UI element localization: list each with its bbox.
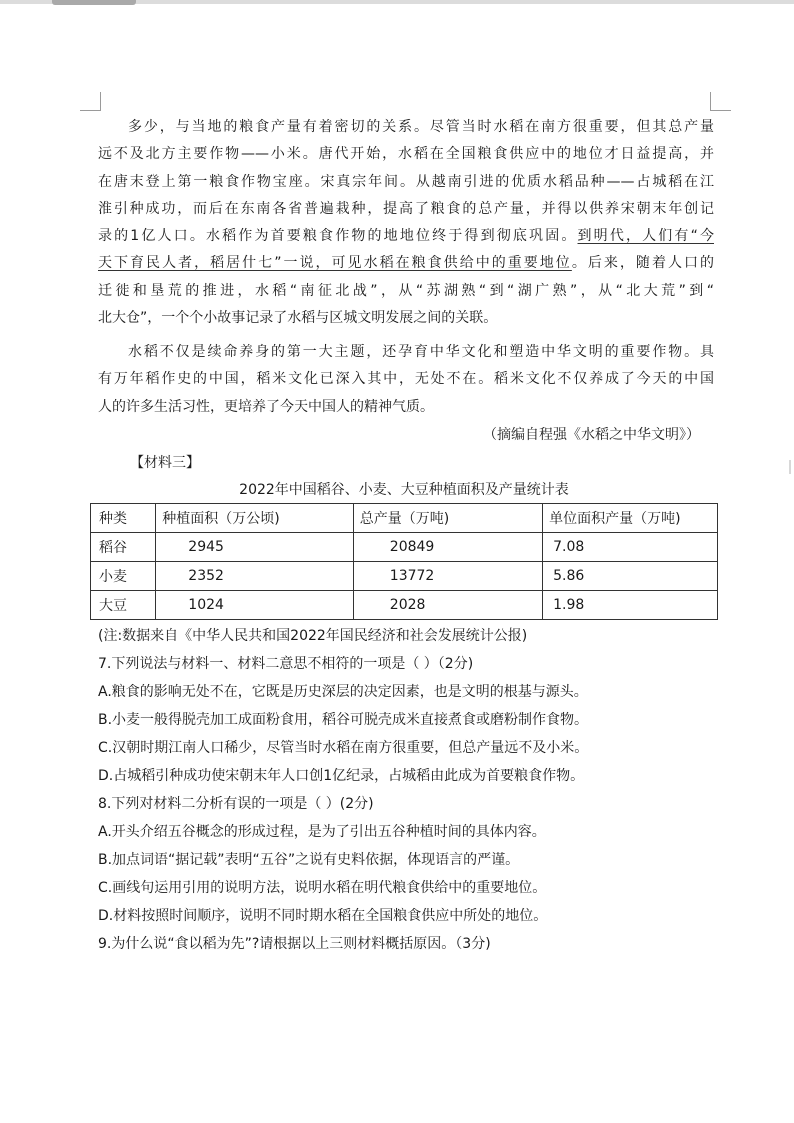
column-header: 总产量（万吨) bbox=[353, 504, 542, 533]
table-cell: 小麦 bbox=[91, 562, 156, 591]
question-8-option-d: D.材料按照时间顺序，说明不同时期水稻在全国粮食供应中所处的地位。 bbox=[98, 908, 548, 924]
passage-paragraph-1 bbox=[98, 114, 714, 332]
passage-line: 在唐末登上第一粮食作物宝座。宋真宗年间。从越南引进的优质水稻品种——占城稻在江 bbox=[98, 173, 714, 190]
passage-line: 人的许多生活习性，更培养了今天中国人的精神气质。 bbox=[98, 398, 434, 415]
question-8-option-b: B.加点词语“据记载”表明“五谷”之说有史料依据，体现语言的严谨。 bbox=[98, 852, 520, 868]
table-cell: 5.86 bbox=[543, 562, 718, 591]
question-9-stem: 9.为什么说“食以稻为先”?请根据以上三则材料概括原因。（3分) bbox=[98, 936, 491, 952]
passage-text: 。后来，随着人口的 bbox=[571, 255, 714, 272]
question-7-option-c: C.汉朝时期江南人口稀少，尽管当时水稻在南方很重要，但总产量远不及小米。 bbox=[98, 740, 589, 756]
page-edge-marker bbox=[789, 460, 791, 474]
table-title: 2022年中国稻谷、小麦、大豆种植面积及产量统计表 bbox=[239, 482, 569, 498]
crop-statistics-table bbox=[90, 503, 718, 620]
passage-text: 录的1亿人口。水稻作为首要粮食作物的地地位终于得到彻底巩固。 bbox=[98, 228, 578, 245]
table-cell: 稻谷 bbox=[91, 533, 156, 562]
column-header: 种植面积（万公顷) bbox=[156, 504, 354, 533]
table-cell: 1.98 bbox=[543, 591, 718, 620]
table-row bbox=[91, 591, 718, 620]
table-header-row bbox=[91, 504, 718, 533]
table-note: (注:数据来自《中华人民共和国2022年国民经济和社会发展统计公报) bbox=[98, 628, 528, 644]
passage-line bbox=[98, 250, 714, 277]
table-cell: 2028 bbox=[353, 591, 542, 620]
question-7-option-a: A.粮食的影响无处不在，它既是历史深层的决定因素，也是文明的根基与源头。 bbox=[98, 684, 588, 700]
table-cell: 2352 bbox=[156, 562, 354, 591]
passage-line: 水稻不仅是续命养身的第一大主题，还孕育中华文化和塑造中华文明的重要作物。具 bbox=[128, 344, 714, 360]
question-7-option-d: D.占城稻引种成功使宋朝末年人口创1亿纪录，占城稻由此成为首要粮食作物。 bbox=[98, 768, 585, 784]
crop-mark-left bbox=[80, 92, 101, 111]
question-8-option-a: A.开头介绍五谷概念的形成过程，是为了引出五谷种植时间的具体内容。 bbox=[98, 824, 546, 840]
passage-paragraph-2 bbox=[98, 339, 714, 421]
underlined-sentence-end: 天下育民人者，稻居什七”一说，可见水稻在粮食供给中的重要地位 bbox=[98, 255, 572, 272]
question-7-stem: 7.下列说法与材料一、材料二意思不相符的一项是（ ）（2分) bbox=[98, 656, 474, 672]
passage-line: 有万年稻作史的中国，稻米文化已深入其中，无处不在。稻米文化不仅养成了今天的中国 bbox=[98, 371, 714, 388]
table-cell: 大豆 bbox=[91, 591, 156, 620]
viewer-scroll-tab[interactable] bbox=[52, 0, 136, 5]
column-header: 种类 bbox=[91, 504, 156, 533]
table-cell: 7.08 bbox=[543, 533, 718, 562]
table-cell: 1024 bbox=[156, 591, 354, 620]
questions-section bbox=[98, 622, 738, 958]
underlined-sentence-start: 到明代，人们有“今 bbox=[577, 228, 714, 245]
table-cell: 20849 bbox=[353, 533, 542, 562]
passage-line: 迁徙和垦荒的推进，水稻“南征北战”，从“苏湖熟“到“湖广熟”，从“北大荒”到“ bbox=[98, 282, 714, 299]
crop-mark-right bbox=[710, 92, 731, 111]
table-cell: 2945 bbox=[156, 533, 354, 562]
material-heading: 【材料三】 bbox=[130, 455, 200, 471]
passage-line: 多少，与当地的粮食产量有着密切的关系。尽管当时水稻在南方很重要，但其总产量 bbox=[128, 119, 714, 135]
table-row bbox=[91, 533, 718, 562]
passage-line: 淮引种成功，而后在东南各省普遍栽种，提高了粮食的总产量，并得以供养宋朝末年创记 bbox=[98, 200, 714, 217]
question-8-option-c: C.画线句运用引用的说明方法，说明水稻在明代粮食供给中的重要地位。 bbox=[98, 880, 547, 896]
passage-line bbox=[98, 223, 714, 250]
passage-source: （摘编自程强《水稻之中华文明》） bbox=[483, 427, 700, 443]
passage-line: 远不及北方主要作物——小米。唐代开始，水稻在全国粮食供应中的地位才日益提高，并 bbox=[98, 146, 714, 163]
column-header: 单位面积产量（万吨) bbox=[543, 504, 718, 533]
table-cell: 13772 bbox=[353, 562, 542, 591]
question-8-stem: 8.下列对材料二分析有误的一项是（ ）(2分) bbox=[98, 796, 374, 812]
passage-line: 北大仓”，一个个小故事记录了水稻与区城文明发展之间的关联。 bbox=[98, 310, 498, 327]
table-row bbox=[91, 562, 718, 591]
question-7-option-b: B.小麦一般得脱壳加工成面粉食用，稻谷可脱壳成米直接煮食或磨粉制作食物。 bbox=[98, 712, 589, 728]
